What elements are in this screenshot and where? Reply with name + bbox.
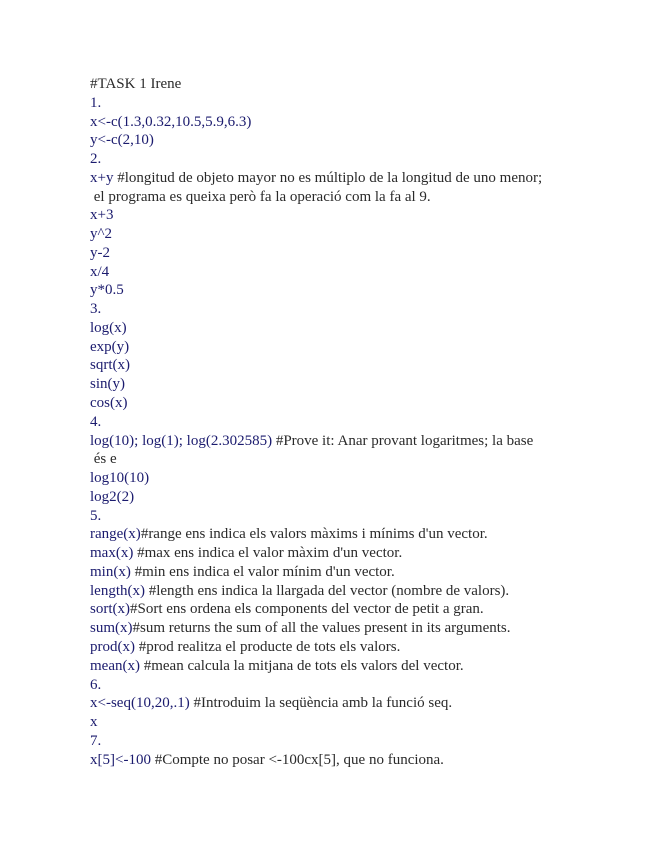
text-line xyxy=(90,319,630,338)
text-line xyxy=(90,600,630,619)
text-line xyxy=(90,432,630,451)
comment-text: el programa es queixa però fa la operació com la fa al 9. xyxy=(90,188,431,205)
comment-text: #Introduim la seqüència amb la funció seq. xyxy=(193,695,453,712)
code-text: 5. xyxy=(90,507,102,524)
text-line xyxy=(90,713,630,732)
text-line xyxy=(90,225,630,244)
comment-text: #sum returns the sum of all the values present in its arguments. xyxy=(132,620,511,637)
text-line xyxy=(90,657,630,676)
text-line xyxy=(90,394,630,413)
text-line xyxy=(90,582,630,601)
text-line xyxy=(90,244,630,263)
comment-text: #min ens indica el valor mínim d'un vector. xyxy=(134,563,395,580)
code-text: x/4 xyxy=(90,263,110,280)
code-text: 1. xyxy=(90,94,102,111)
text-line xyxy=(90,694,630,713)
text-line xyxy=(90,281,630,300)
code-text: sqrt(x) xyxy=(90,357,130,374)
comment-text: #Prove it: Anar provant logaritmes; la base xyxy=(275,432,534,449)
text-line xyxy=(90,488,630,507)
code-text: prod(x) xyxy=(90,638,139,655)
code-text: 7. xyxy=(90,732,102,749)
code-text: mean(x) xyxy=(90,657,144,674)
text-line xyxy=(90,169,630,188)
code-text: 4. xyxy=(90,413,102,430)
text-line xyxy=(90,206,630,225)
code-text: y<-c(2,10) xyxy=(90,132,154,149)
code-text: y*0.5 xyxy=(90,282,124,299)
comment-text: #range ens indica els valors màxims i mínims d'un vector. xyxy=(140,526,488,543)
code-text: min(x) xyxy=(90,563,135,580)
code-text: range(x) xyxy=(90,526,141,543)
code-text: sum(x) xyxy=(90,620,133,637)
text-line xyxy=(90,375,630,394)
text-line xyxy=(90,188,630,207)
code-text: x+y xyxy=(90,169,118,186)
code-text: 2. xyxy=(90,151,102,168)
code-text: x<-c(1.3,0.32,10.5,5.9,6.3) xyxy=(90,113,252,130)
text-line xyxy=(90,150,630,169)
comment-text: #Compte no posar <-100cx[5], que no funciona. xyxy=(154,751,444,768)
text-line xyxy=(90,544,630,563)
text-line xyxy=(90,300,630,319)
comment-text: #max ens indica el valor màxim d'un vector. xyxy=(137,545,403,562)
code-text: log2(2) xyxy=(90,488,135,505)
code-text: log10(10) xyxy=(90,470,150,487)
code-text: y-2 xyxy=(90,244,110,261)
code-text: y^2 xyxy=(90,226,113,243)
text-line xyxy=(90,413,630,432)
text-line xyxy=(90,751,630,770)
comment-text: #mean calcula la mitjana de tots els valors del vector. xyxy=(143,657,464,674)
text-line xyxy=(90,525,630,544)
comment-text: #prod realitza el producte de tots els valors. xyxy=(138,638,401,655)
comment-text: #length ens indica la llargada del vector (nombre de valors). xyxy=(148,582,510,599)
code-text: length(x) xyxy=(90,582,149,599)
text-line xyxy=(90,469,630,488)
text-line xyxy=(90,732,630,751)
code-text: sin(y) xyxy=(90,376,125,393)
text-line xyxy=(90,263,630,282)
text-line xyxy=(90,638,630,657)
comment-text: #TASK 1 Irene xyxy=(90,76,182,92)
text-line xyxy=(90,338,630,357)
text-line xyxy=(90,450,630,469)
text-line xyxy=(90,75,630,94)
code-text: sort(x) xyxy=(90,601,130,618)
text-line xyxy=(90,356,630,375)
code-text: log(10); log(1); log(2.302585) xyxy=(90,432,276,449)
comment-text: és e xyxy=(90,451,117,468)
text-line xyxy=(90,676,630,695)
text-line xyxy=(90,563,630,582)
code-text: max(x) xyxy=(90,545,138,562)
code-text: log(x) xyxy=(90,319,127,336)
code-text: 6. xyxy=(90,676,102,693)
code-text: x xyxy=(90,714,98,731)
text-line xyxy=(90,619,630,638)
code-text: exp(y) xyxy=(90,338,130,355)
text-line xyxy=(90,507,630,526)
text-line xyxy=(90,113,630,132)
code-text: 3. xyxy=(90,301,102,318)
text-line xyxy=(90,131,630,150)
code-text: x<-seq(10,20,.1) xyxy=(90,695,194,712)
code-text: cos(x) xyxy=(90,395,128,412)
comment-text: #Sort ens ordena els components del vector de petit a gran. xyxy=(130,601,484,618)
code-text: x[5]<-100 xyxy=(90,751,155,768)
comment-text: #longitud de objeto mayor no es múltiplo de la longitud de uno menor; xyxy=(117,169,543,186)
text-line xyxy=(90,94,630,113)
code-text: x+3 xyxy=(90,207,114,224)
document-content xyxy=(90,75,630,769)
